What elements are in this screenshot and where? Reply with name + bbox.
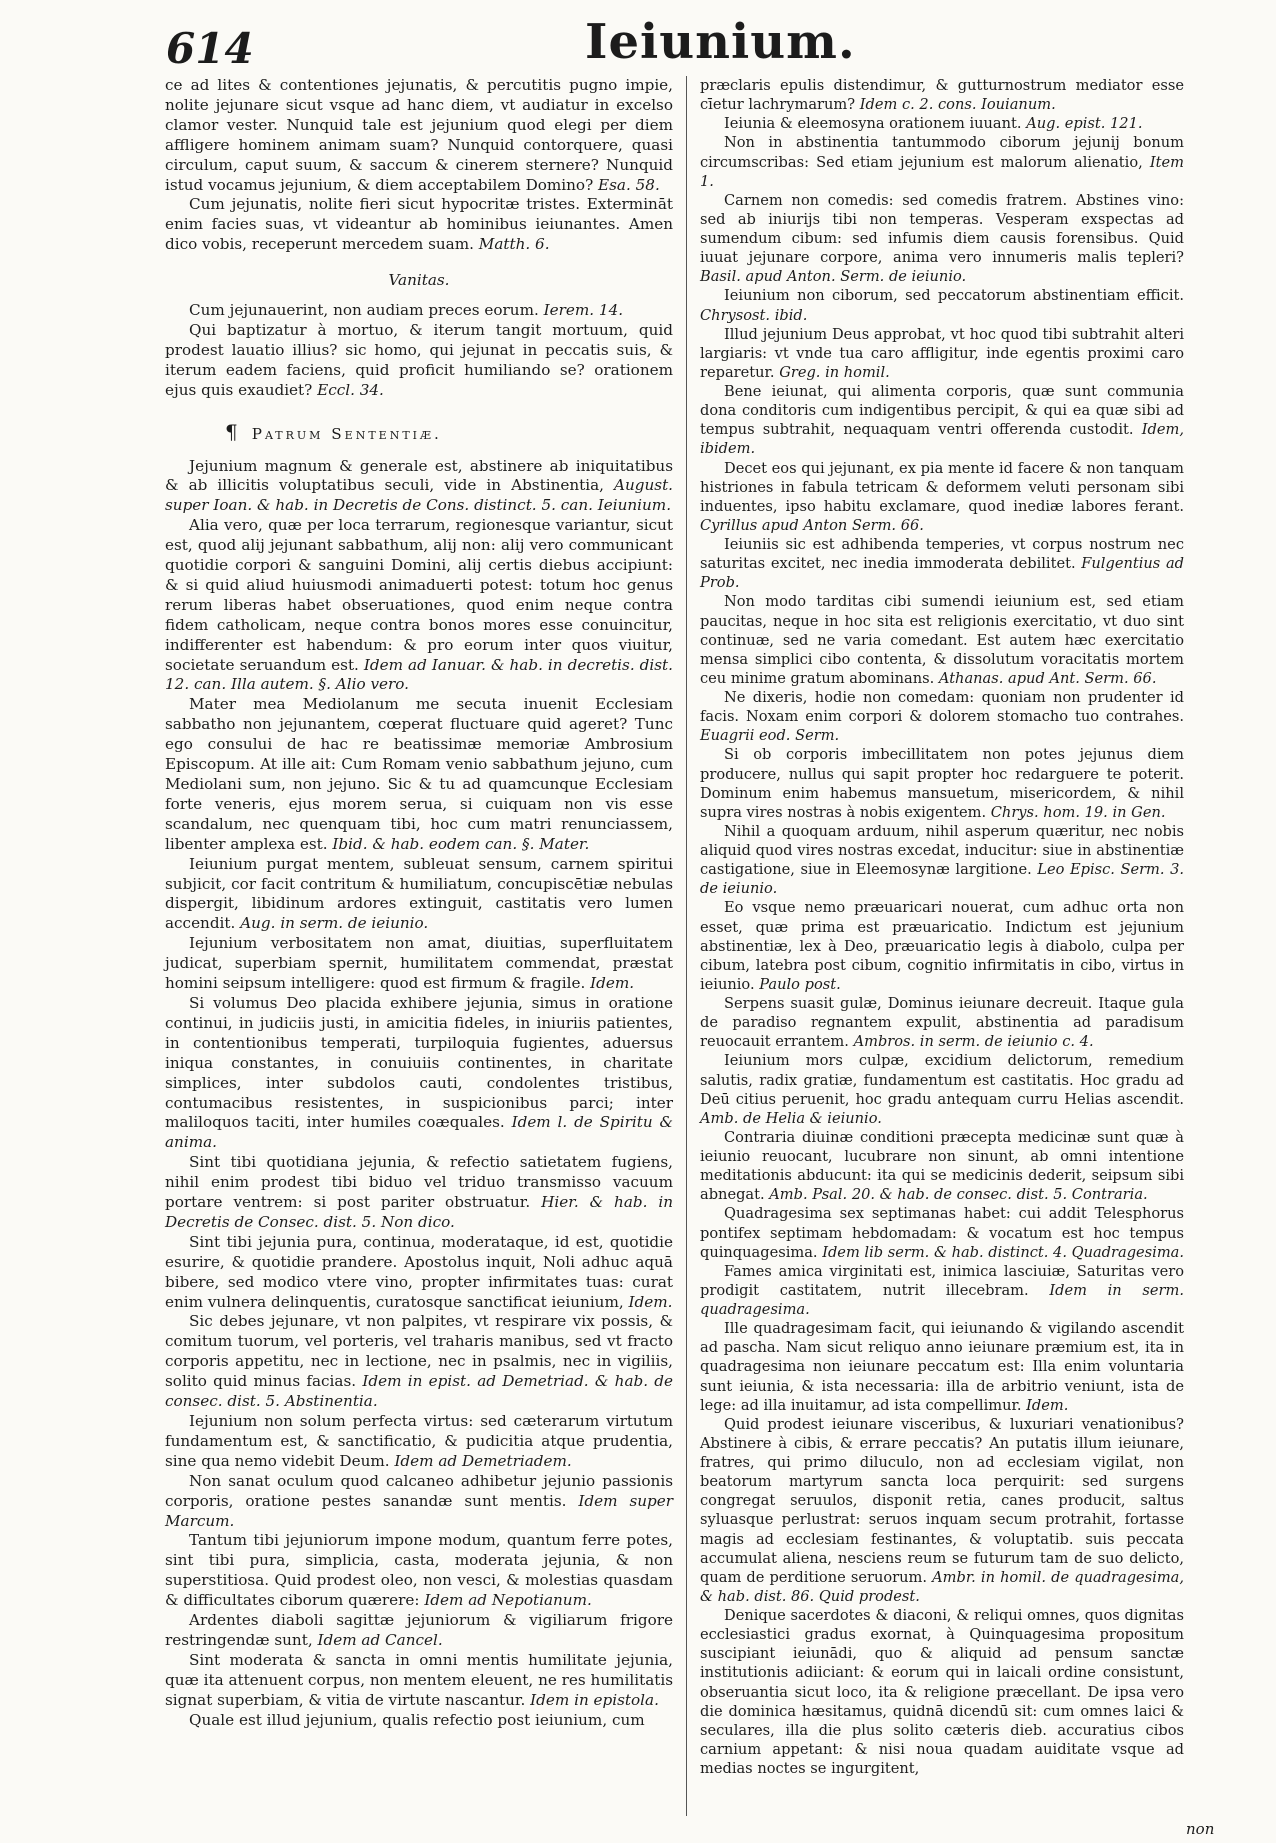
paragraph bbox=[165, 516, 673, 695]
citation: Idem lib serm. & hab. distinct. 4. Quadragesima. bbox=[822, 1243, 1185, 1261]
paragraph bbox=[165, 76, 673, 195]
citation: Ibid. & hab. eodem can. §. Mater. bbox=[332, 834, 590, 853]
paragraph-text: Si ob corporis imbecillitatem non potes jejunus diem producere, nullus qui sapit propter hoc redarguere te poterit. Dominum enim habemus mansuetum, misericordem, & nihil supra vires nostras à nobis exigentem. bbox=[700, 746, 1184, 821]
paragraph-text: Contraria diuinæ conditioni præcepta medicinæ sunt quæ à ieiunio reuocant, lucubrare non sinunt, ab omni intentione meditationis abducunt: ita qui se medicinis dederit, seipsum sibi abnegat. bbox=[700, 1128, 1184, 1204]
subheading: Vanitas. bbox=[388, 271, 450, 290]
paragraph bbox=[165, 1472, 673, 1532]
paragraph bbox=[700, 382, 1184, 459]
paragraph bbox=[700, 76, 1184, 114]
paragraph-text: Denique sacerdotes & diaconi, & reliqui omnes, quos dignitas ecclesiastici gradus exornat, à Quinquagesima propositum suscipiant ieiunādi, quo & aliquid ad pensum sanctæ institutionis adiiciant: & eorum qui in laicali ordine consistunt, obseruantia sicut loco, ita & religione præcellant. De ipsa vero die dominica hæsitamus, quidnā dicendū sit: cum omnes laici & seculares, illa die plus solito cæteris dieb. accuratius cibos carnium appetant: & nisi noua quadam auiditate vsque ad medias noctes se ingurgitent, bbox=[700, 1607, 1184, 1777]
paragraph bbox=[165, 934, 673, 994]
paragraph bbox=[165, 195, 673, 255]
citation: Idem ad Nepotianum. bbox=[424, 1591, 592, 1610]
paragraph bbox=[700, 592, 1184, 688]
paragraph-text: Ille quadragesimam facit, qui ieiunando & vigilando ascendit ad pascha. Nam sicut reliquo anno ieiunare præmium est, ita in quadragesima non ieiunare peccatum est: Illa enim voluntaria sunt ieiunia, & ista necessaria: illa de arbitrio veniunt, ista de lege: ad illa inuitamur, ad ista compellimur. bbox=[700, 1320, 1184, 1414]
paragraph-text: Ne dixeris, hodie non comedam: quoniam non prudenter id facis. Noxam enim corpori & dolorem stomacho tuo contrahes. bbox=[700, 689, 1184, 726]
paragraph bbox=[700, 325, 1184, 382]
paragraph-text: Decet eos qui jejunant, ex pia mente id facere & non tanquam histriones in fabula tetricam & deformem veluti personam sibi induentes, ipso habitu exclamare, quod inediæ labores ferant. bbox=[700, 459, 1184, 515]
citation: Idem ad Cancel. bbox=[317, 1630, 443, 1649]
citation: Greg. in homil. bbox=[779, 363, 890, 381]
right-column bbox=[700, 76, 1184, 1778]
paragraph-text: Quadragesima sex septimanas habet: cui addit Telesphorus pontifex septimam hebdomadam: & vocatum est hoc tempus quinquagesima. bbox=[700, 1205, 1184, 1261]
citation: Chrysost. ibid. bbox=[700, 306, 808, 324]
paragraph bbox=[165, 1611, 673, 1651]
citation: Idem. bbox=[628, 1292, 673, 1311]
paragraph-text: Jejunium magnum & generale est, abstinere ab iniquitatibus & ab illicitis voluptatibus seculi, vide in Abstinentia, bbox=[165, 456, 673, 495]
citation: Fulgentius ad Prob. bbox=[700, 555, 1184, 592]
citation: Amb. Psal. 20. & hab. de consec. dist. 5. Contraria. bbox=[769, 1186, 1148, 1204]
paragraph bbox=[165, 1233, 673, 1313]
citation: Idem. bbox=[1026, 1396, 1069, 1414]
citation: Idem ad Ianuar. & hab. in decretis. dist. 12. can. Illa autem. §. Alio vero. bbox=[165, 655, 673, 694]
pilcrow-icon: ¶ bbox=[225, 419, 238, 444]
paragraph-text: Cum jejunauerint, non audiam preces eorum. bbox=[189, 301, 539, 320]
paragraph bbox=[700, 1606, 1184, 1778]
citation: Ambros. in serm. de ieiunio c. 4. bbox=[853, 1033, 1094, 1051]
citation: Leo Episc. Serm. 3. de ieiunio. bbox=[700, 861, 1184, 898]
paragraph-text: Sic debes jejunare, vt non palpites, vt respirare vix possis, & comitum tuorum, vel porteris, vel traharis manibus, sed vt fracto corporis appetitu, nec in lectione, nec in psalmis, nec in vigiliis, solito quid minus facias. bbox=[165, 1312, 673, 1391]
citation: Athanas. apud Ant. Serm. 66. bbox=[938, 669, 1157, 687]
paragraph bbox=[165, 1153, 673, 1233]
citation: Euagrii eod. Serm. bbox=[700, 727, 840, 745]
paragraph-text: ce ad lites & contentiones jejunatis, & percutitis pugno impie, nolite jejunare sicut vsque ad hanc diem, vt audiatur in excelso clamor vester. Nunquid tale est jejunium quod elegi per diem affligere hominem animam suam? Nunquid contorquere, quasi circulum, caput suum, & saccum & cinerem sternere? Nunquid istud vocamus jejunium, & diem acceptabilem Domino? bbox=[165, 76, 673, 194]
citation: Idem l. de Spiritu & anima. bbox=[165, 1113, 674, 1152]
paragraph-text: Sint moderata & sancta in omni mentis humilitate jejunia, quæ ita attenuent corpus, non mentem eleuent, ne res humilitatis signat superbiam, & vitia de virtute nascantur. bbox=[165, 1650, 673, 1709]
paragraph-text: Ieiunium purgat mentem, subleuat sensum, carnem spiritui subjicit, cor facit contritum & humiliatum, concupiscētiæ nebulas dispergit, libidinum ardores extinguit, castitatis vero lumen accendit. bbox=[165, 854, 673, 933]
paragraph-text: Iejunium non solum perfecta virtus: sed cæterarum virtutum fundamentum est, & sanctificatio, & pudicitia atque prudentia, sine qua nemo videbit Deum. bbox=[165, 1412, 673, 1470]
paragraph bbox=[700, 1051, 1184, 1128]
citation: Idem. bbox=[590, 974, 635, 993]
column-rule bbox=[686, 76, 687, 1816]
paragraph-text: Mater mea Mediolanum me secuta inuenit Ecclesiam sabbatho non jejunantem, cœperat fluctuare quid ageret? Tunc ego consului de hac re beatissimæ memoriæ Ambrosium Episcopum. At ille ait: Cum Romam venio sabbathum jejuno, cum Mediolani sum, non jejuno. Sic & tu ad quamcunque Ecclesiam forte veneris, ejus morem serua, si cuiquam non vis esse scandalum, nec quenquam tibi, hoc cum matri renunciassem, libenter amplexa est. bbox=[165, 695, 673, 853]
paragraph bbox=[700, 191, 1184, 287]
citation: Hier. & hab. in Decretis de Consec. dist. 5. Non dico. bbox=[165, 1193, 673, 1231]
paragraph bbox=[700, 133, 1184, 190]
citation: Idem ad Demetriadem. bbox=[394, 1451, 572, 1470]
paragraph-text: Serpens suasit gulæ, Dominus ieiunare decreuit. Itaque gula de paradiso regnantem expulit, abstinentia ad paradisum reuocauit errantem. bbox=[700, 995, 1184, 1051]
paragraph bbox=[165, 301, 673, 321]
paragraph-text: Si volumus Deo placida exhibere jejunia, simus in oratione continui, in judiciis justi, in amicitia fideles, in iniuriis patientes, in contentionibus temperati, turpiloquia fugientes, aduersus iniqua constantes, in conuiuiis continentes, in charitate simplices, inter subdolos cauti, condolentes tristibus, contumacibus resistentes, in suspicionibus parci; inter maliloquos taciti, inter humiles coæquales. bbox=[165, 993, 673, 1132]
paragraph-text: præclaris epulis distendimur, & gutturnostrum mediator esse cīetur lachrymarum? bbox=[700, 77, 1184, 114]
paragraph-text: Tantum tibi jejuniorum impone modum, quantum ferre potes, sint tibi pura, simplicia, casta, moderata jejunia, & non superstitiosa. Quid prodest oleo, non vesci, & molestias quasdam & difficultates ciborum quærere: bbox=[165, 1531, 673, 1610]
paragraph bbox=[700, 535, 1184, 592]
paragraph-text: Ieiunium non ciborum, sed peccatorum abstinentiam efficit. bbox=[724, 287, 1184, 305]
citation: Cyrillus apud Anton Serm. 66. bbox=[700, 516, 924, 534]
paragraph-text: Ardentes diaboli sagittæ jejuniorum & vigiliarum frigore restringendæ sunt, bbox=[165, 1611, 673, 1649]
paragraph bbox=[700, 459, 1184, 536]
catchword: non bbox=[1186, 1820, 1215, 1838]
paragraph-text: Non modo tarditas cibi sumendi ieiunium est, sed etiam paucitas, neque in hoc sita est religionis exercitatio, vt duo sint continuæ, sed ne varia comedant. Est autem hæc exercitatio mensa simplici cibo contenta, & dissolutum voracitatis mortem ceu minime gratum abominans. bbox=[700, 593, 1184, 687]
running-title: Ieiunium. bbox=[585, 14, 856, 70]
paragraph-text: Bene ieiunat, qui alimenta corporis, quæ sunt communia dona conditoris cum indigentibus percipit, & qui ea quæ sibi ad tempus subtrahit, nequaquam ventri offerenda custodit. bbox=[700, 383, 1184, 439]
citation: Idem in epistola. bbox=[530, 1690, 659, 1709]
paragraph-text: Illud jejunium Deus approbat, vt hoc quod tibi subtrahit alteri largiaris: vt vnde tua caro affligitur, inde egentis proximi caro reparetur. bbox=[700, 325, 1184, 381]
citation: Aug. epist. 121. bbox=[1026, 115, 1143, 133]
paragraph bbox=[700, 286, 1184, 324]
paragraph-text: Carnem non comedis: sed comedis fratrem. Abstines vino: sed ab iniurijs tibi non temperas. Vesperam exspectas ad sumendum cibum: sed infumis diem causis forensibus. Quid iuuat jejunare corpore, anima vero innumeris malis tepleri? bbox=[700, 191, 1184, 267]
paragraph bbox=[700, 898, 1184, 994]
paragraph-text: Eo vsque nemo præuaricari nouerat, cum adhuc orta non esset, quæ prima est præuaricatio. Indictum est jejunium abstinentiæ, lex à Deo, præuaricatio legis à diabolo, culpa per cibum, latebra post cibum, cognitio infirmitatis in cibo, virtus in ieiunio. bbox=[700, 899, 1184, 993]
citation: Amb. de Helia & ieiunio. bbox=[700, 1109, 882, 1127]
paragraph-text: Fames amica virginitati est, inimica lasciuiæ, Saturitas vero prodigit castitatem, nutrit illecebram. bbox=[700, 1262, 1184, 1299]
citation: Esa. 58. bbox=[598, 175, 660, 194]
section-heading bbox=[165, 419, 673, 445]
paragraph bbox=[700, 745, 1184, 822]
paragraph bbox=[700, 1204, 1184, 1261]
citation: Idem super Marcum. bbox=[165, 1491, 673, 1530]
paragraph bbox=[165, 1312, 673, 1412]
citation: August. super Ioan. & hab. in Decretis de Cons. distinct. 5. can. Ieiunium. bbox=[165, 476, 674, 515]
paragraph-text: Non in abstinentia tantummodo ciborum jejunij bonum circumscribas: Sed etiam jejunium est malorum alienatio, bbox=[700, 134, 1184, 171]
paragraph bbox=[165, 457, 673, 517]
paragraph bbox=[700, 1415, 1184, 1606]
paragraph-text: Iejunium verbositatem non amat, diuitias, superfluitatem judicat, superbiam spernit, humilitatem commendat, præstat homini seipsum intelligere: quod est firmum & fragile. bbox=[165, 934, 673, 993]
citation: Idem c. 2. cons. Iouianum. bbox=[859, 96, 1056, 114]
citation: Paulo post. bbox=[759, 975, 841, 993]
paragraph bbox=[700, 688, 1184, 745]
paragraph bbox=[165, 695, 673, 854]
paragraph bbox=[165, 321, 673, 401]
paragraph bbox=[700, 1319, 1184, 1415]
section-heading-text: Patrum Sententiæ. bbox=[251, 424, 442, 443]
paragraph-text: Non sanat oculum quod calcaneo adhibetur jejunio passionis corporis, oratione pestes sanandæ sunt mentis. bbox=[165, 1471, 673, 1510]
paragraph-text: Ieiuniis sic est adhibenda temperies, vt corpus nostrum nec saturitas excitet, nec inedia immoderata debilitet. bbox=[700, 536, 1184, 573]
paragraph-text: Alia vero, quæ per loca terrarum, regionesque variantur, sicut est, quod alij jejunant sabbathum, alij non: alij vero communicant quotidie corpori & sanguini Domini, alij certis diebus accipiunt: & si quid aliud huiusmodi animaduerti potest: totum hoc genus rerum liberas habet obseruationes, quod enim neque contra fidem catholicam, neque contra bonos mores esse conuincitur, indifferenter est habendum: & pro eorum inter quos viuitur, societate seruandum est. bbox=[165, 516, 673, 674]
paragraph-text: Sint tibi jejunia pura, continua, moderataque, id est, quotidie esurire, & quotidie prandere. Apostolus inquit, Noli adhuc aquā bibere, sed modico vtere vino, propter infirmitates tuas: curat enim vulnera delinquentis, curatosque sanctificat ieiunium, bbox=[165, 1232, 673, 1311]
paragraph bbox=[165, 994, 673, 1153]
citation: Idem in serm. quadragesima. bbox=[700, 1281, 1184, 1318]
citation: Item 1. bbox=[700, 153, 1184, 190]
citation: Idem, ibidem. bbox=[700, 421, 1185, 458]
paragraph-text: Quid prodest ieiunare visceribus, & luxuriari venationibus? Abstinere à cibis, & errare peccatis? An putatis illum ieiunare, fratres, qui primo diluculo, non ad ecclesiam vigilat, non beatorum martyrum sancta loca perquirit: sed surgens congregat seruulos, disponit retia, canes producit, saltus syluasque perlustrat: seruos inquam secum protrahit, fortasse magis ad ecclesiam festinantes, & voluptatib. suis peccata accumulat aliena, nesciens reum se futurum tam de suo delicto, quam de perditione seruorum. bbox=[700, 1415, 1184, 1586]
paragraph-text: Qui baptizatur à mortuo, & iterum tangit mortuum, quid prodest lauatio illius? sic homo, qui jejunat in peccatis suis, & iterum eadem faciens, quid proficit humiliando se? orationem ejus quis exaudiet? bbox=[165, 320, 673, 399]
paragraph bbox=[700, 822, 1184, 899]
citation: Chrys. hom. 19. in Gen. bbox=[990, 803, 1166, 821]
citation: Ambr. in homil. de quadragesima, & hab. dist. 86. Quid prodest. bbox=[700, 1568, 1185, 1605]
paragraph bbox=[165, 855, 673, 935]
paragraph-text: Sint tibi quotidiana jejunia, & refectio satietatem fugiens, nihil enim prodest tibi biduo vel triduo transmisso vacuum portare ventrem: si post pariter obstruatur. bbox=[165, 1153, 673, 1212]
paragraph bbox=[165, 1711, 673, 1731]
citation: Eccl. 34. bbox=[317, 380, 384, 399]
paragraph bbox=[165, 1651, 673, 1711]
citation: Aug. in serm. de ieiunio. bbox=[240, 914, 429, 933]
citation: Ierem. 14. bbox=[543, 301, 624, 320]
paragraph bbox=[700, 1262, 1184, 1319]
paragraph-text: Ieiunia & eleemosyna orationem iuuant. bbox=[724, 115, 1022, 133]
paragraph bbox=[165, 1531, 673, 1611]
paragraph bbox=[165, 1412, 673, 1472]
citation: Matth. 6. bbox=[478, 235, 550, 254]
paragraph-text: Cum jejunatis, nolite fieri sicut hypocritæ tristes. Extermināt enim facies suas, vt videantur ab hominibus ieiunantes. Amen dico vobis, receperunt mercedem suam. bbox=[165, 195, 673, 254]
paragraph bbox=[700, 114, 1184, 133]
paragraph-text: Ieiunium mors culpæ, excidium delictorum, remedium salutis, radix gratiæ, fundamentum est castitatis. Hoc gradu ad Deū citius peruenit, hoc gradu antequam curru Helias ascendit. bbox=[700, 1052, 1184, 1108]
page-number: 614 bbox=[166, 24, 254, 73]
left-column bbox=[165, 76, 673, 1731]
paragraph-text: Nihil a quoquam arduum, nihil asperum quæritur, nec nobis aliquid quod vires nostras excedat, inducitur: siue in abstinentiæ castigatione, siue in Eleemosynæ largitione. bbox=[700, 822, 1184, 879]
citation: Idem in epist. ad Demetriad. & hab. de consec. dist. 5. Abstinentia. bbox=[165, 1372, 674, 1411]
paragraph bbox=[700, 1128, 1184, 1205]
paragraph bbox=[700, 994, 1184, 1051]
citation: Basil. apud Anton. Serm. de ieiunio. bbox=[700, 268, 967, 286]
paragraph-text: Quale est illud jejunium, qualis refectio post ieiunium, cum bbox=[189, 1710, 645, 1729]
